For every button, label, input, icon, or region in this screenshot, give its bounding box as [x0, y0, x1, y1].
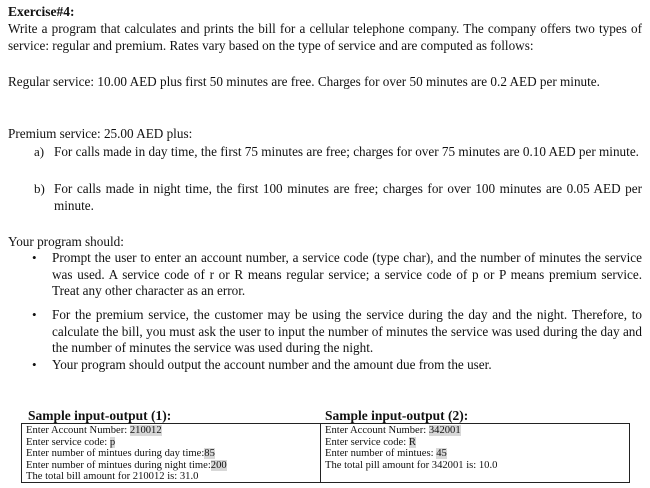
sample-line [26, 448, 316, 460]
sample-line [26, 425, 316, 437]
sample-input-value: 200 [210, 459, 227, 471]
sample-line [325, 437, 625, 449]
sample-text: Enter service code: [26, 436, 110, 448]
bullet-icon: • [32, 307, 37, 322]
sample-text: The total pill amount for 342001 is: 10.0 [325, 459, 498, 471]
bullet-icon: • [32, 250, 37, 265]
sample-text: Enter Account Number: [325, 425, 429, 436]
program-heading: Your program should: [8, 234, 124, 249]
sample-input-value: 85 [204, 448, 215, 460]
intro-paragraph: Write a program that calculates and prints the bill for a cellular telephone company. The company offers two types of service: regular and premium. Rates vary based on the type of service and are computed as follows: [8, 21, 642, 53]
sample-text: The total bill amount for 210012 is: 31.0 [26, 471, 199, 483]
sample-input-value: 342001 [428, 425, 461, 436]
sample-text: Enter number of mintues: [325, 448, 437, 460]
premium-item-night: For calls made in night time, the first 100 minutes are free; charges for over 100 minutes are 0.05 AED per minute. [54, 181, 642, 213]
bullet-item: For the premium service, the customer may be using the service during the day and the night. Therefore, to calculate the bill, you must ask the user to input the number of minutes the service was used during the day and the number of minutes the service was used during the night. [52, 307, 642, 355]
sample-line [26, 437, 316, 449]
bullet-item: Your program should output the account number and the amount due from the user. [52, 357, 492, 372]
sample-line [325, 425, 625, 437]
sample-text: Enter number of mintues during day time: [26, 448, 205, 460]
item-marker: b) [34, 181, 45, 196]
sample-text: Enter Account Number: [26, 425, 130, 436]
premium-item-day: For calls made in day time, the first 75 minutes are free; charges for over 75 minutes are 0.10 AED per minute. [54, 144, 639, 159]
regular-service-paragraph: Regular service: 10.00 AED plus first 50 minutes are free. Charges for over 50 minutes are 0.2 AED per minute. [8, 74, 600, 89]
sample-line [325, 460, 625, 472]
premium-heading: Premium service: 25.00 AED plus: [8, 126, 193, 141]
sample-line [26, 460, 316, 472]
sample-line [325, 448, 625, 460]
sample-text: Enter number of mintues during night time: [26, 459, 211, 471]
bullet-icon: • [32, 357, 37, 372]
item-marker: a) [34, 144, 45, 159]
sample-input-value: 210012 [129, 425, 162, 436]
sample-input-value: R [408, 436, 416, 448]
sample-2-heading: Sample input-output (2): [325, 408, 469, 423]
sample-1-box [21, 423, 321, 483]
sample-input-value: 45 [436, 448, 447, 460]
sample-2-box [320, 423, 630, 483]
sample-line [26, 471, 316, 483]
bullet-item: Prompt the user to enter an account number, a service code (type char), and the number of minutes the service was used. A service code of r or R means regular service; a service code of p or P means premium service. Treat any other character as an error. [52, 250, 642, 298]
exercise-title: Exercise#4: [8, 4, 75, 19]
sample-text: Enter service code: [325, 436, 409, 448]
sample-1-heading: Sample input-output (1): [28, 408, 172, 423]
sample-input-value: p [109, 436, 116, 448]
